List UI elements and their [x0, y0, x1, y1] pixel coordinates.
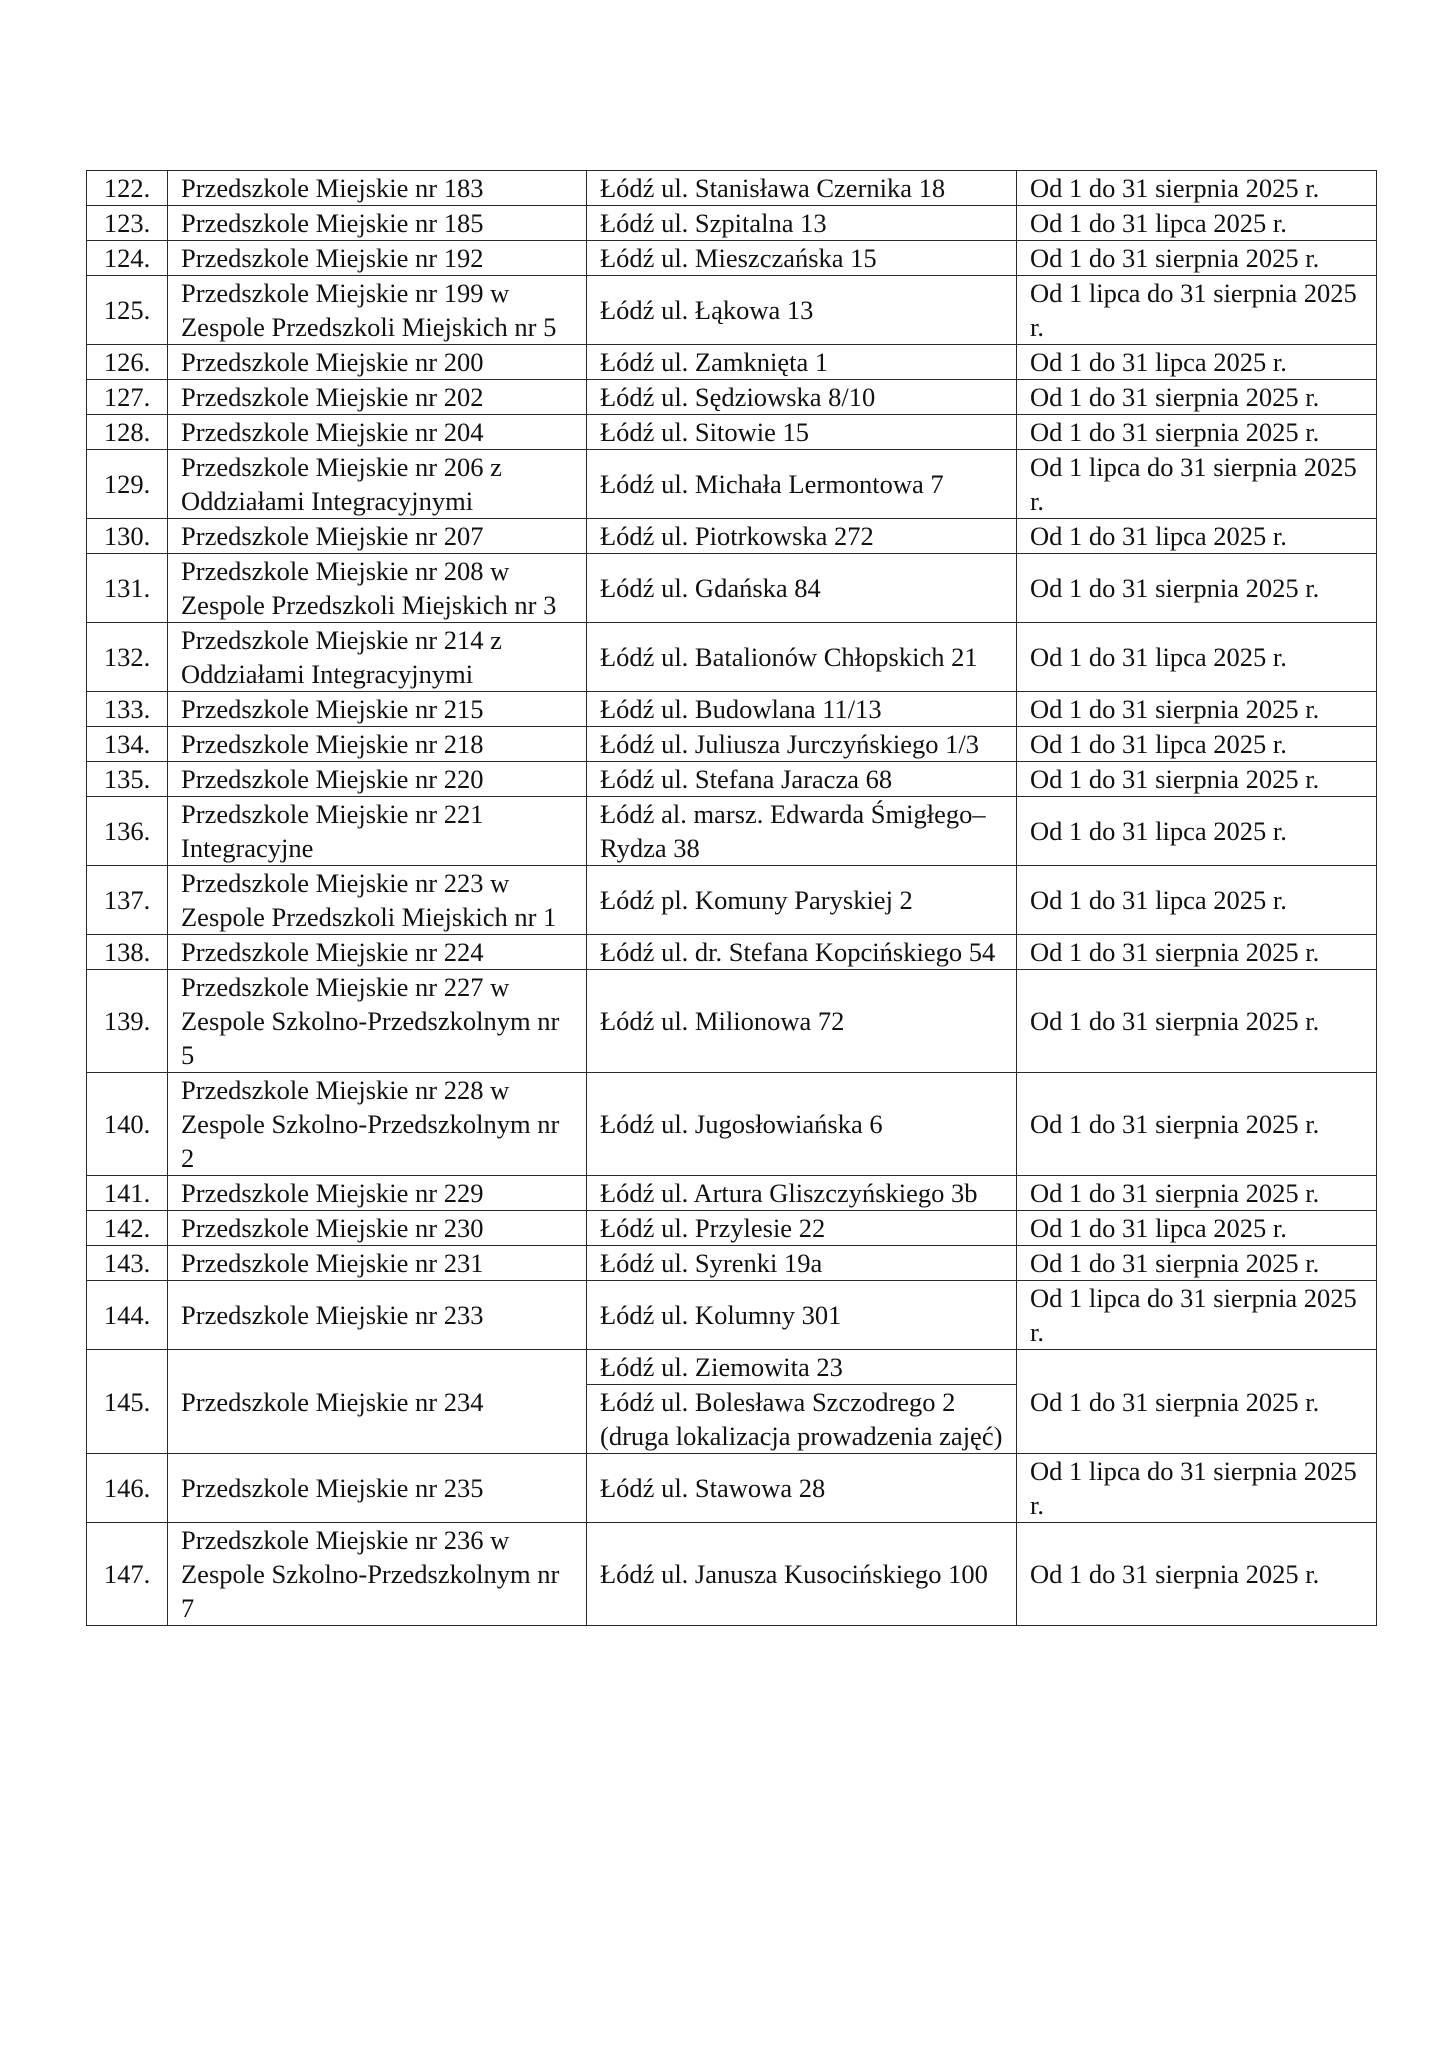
kindergarten-address: Łódź ul. Mieszczańska 15	[587, 241, 1017, 276]
row-number: 140.	[87, 1073, 168, 1176]
kindergarten-name: Przedszkole Miejskie nr 230	[168, 1211, 587, 1246]
kindergarten-address: Łódź ul. Batalionów Chłopskich 21	[587, 623, 1017, 692]
row-number: 124.	[87, 241, 168, 276]
table-body	[87, 171, 1377, 1626]
duty-period: Od 1 lipca do 31 sierpnia 2025 r.	[1017, 1281, 1377, 1350]
kindergarten-name: Przedszkole Miejskie nr 236 w Zespole Szkolno-Przedszkolnym nr 7	[168, 1523, 587, 1626]
duty-period: Od 1 do 31 sierpnia 2025 r.	[1017, 692, 1377, 727]
kindergarten-address: Łódź ul. Piotrkowska 272	[587, 519, 1017, 554]
kindergarten-name: Przedszkole Miejskie nr 208 w Zespole Przedszkoli Miejskich nr 3	[168, 554, 587, 623]
kindergarten-address: Łódź ul. Ziemowita 23	[587, 1350, 1017, 1385]
kindergarten-name: Przedszkole Miejskie nr 229	[168, 1176, 587, 1211]
table-row	[87, 727, 1377, 762]
kindergarten-name: Przedszkole Miejskie nr 192	[168, 241, 587, 276]
duty-period: Od 1 do 31 sierpnia 2025 r.	[1017, 935, 1377, 970]
kindergarten-name: Przedszkole Miejskie nr 221 Integracyjne	[168, 797, 587, 866]
kindergarten-address: Łódź ul. Gdańska 84	[587, 554, 1017, 623]
table-row	[87, 241, 1377, 276]
duty-period: Od 1 do 31 sierpnia 2025 r.	[1017, 970, 1377, 1073]
duty-period: Od 1 do 31 sierpnia 2025 r.	[1017, 1523, 1377, 1626]
table-row	[87, 171, 1377, 206]
kindergarten-address: Łódź ul. Łąkowa 13	[587, 276, 1017, 345]
kindergarten-name: Przedszkole Miejskie nr 235	[168, 1454, 587, 1523]
kindergarten-address: Łódź ul. Artura Gliszczyńskiego 3b	[587, 1176, 1017, 1211]
table-row	[87, 866, 1377, 935]
kindergarten-name: Przedszkole Miejskie nr 220	[168, 762, 587, 797]
row-number: 143.	[87, 1246, 168, 1281]
duty-period: Od 1 do 31 sierpnia 2025 r.	[1017, 171, 1377, 206]
kindergarten-address: Łódź ul. Zamknięta 1	[587, 345, 1017, 380]
kindergarten-address: Łódź ul. Milionowa 72	[587, 970, 1017, 1073]
table-row	[87, 935, 1377, 970]
kindergarten-address: Łódź ul. Bolesława Szczodrego 2 (druga lokalizacja prowadzenia zajęć)	[587, 1385, 1017, 1454]
kindergarten-name: Przedszkole Miejskie nr 215	[168, 692, 587, 727]
row-number: 127.	[87, 380, 168, 415]
row-number: 134.	[87, 727, 168, 762]
duty-period: Od 1 do 31 sierpnia 2025 r.	[1017, 415, 1377, 450]
table-row	[87, 519, 1377, 554]
kindergarten-address: Łódź ul. dr. Stefana Kopcińskiego 54	[587, 935, 1017, 970]
kindergarten-address: Łódź ul. Michała Lermontowa 7	[587, 450, 1017, 519]
kindergarten-address: Łódź ul. Jugosłowiańska 6	[587, 1073, 1017, 1176]
duty-period: Od 1 do 31 sierpnia 2025 r.	[1017, 1350, 1377, 1454]
table-row	[87, 1176, 1377, 1211]
duty-period: Od 1 do 31 sierpnia 2025 r.	[1017, 1176, 1377, 1211]
row-number: 142.	[87, 1211, 168, 1246]
duty-period: Od 1 do 31 sierpnia 2025 r.	[1017, 1246, 1377, 1281]
kindergarten-address: Łódź ul. Stanisława Czernika 18	[587, 171, 1017, 206]
duty-period: Od 1 do 31 sierpnia 2025 r.	[1017, 241, 1377, 276]
kindergarten-name: Przedszkole Miejskie nr 199 w Zespole Przedszkoli Miejskich nr 5	[168, 276, 587, 345]
row-number: 145.	[87, 1350, 168, 1454]
table-row	[87, 1523, 1377, 1626]
kindergarten-name: Przedszkole Miejskie nr 207	[168, 519, 587, 554]
table-row	[87, 380, 1377, 415]
duty-period: Od 1 do 31 lipca 2025 r.	[1017, 345, 1377, 380]
duty-period: Od 1 lipca do 31 sierpnia 2025 r.	[1017, 450, 1377, 519]
row-number: 128.	[87, 415, 168, 450]
kindergarten-address: Łódź ul. Stawowa 28	[587, 1454, 1017, 1523]
table-row	[87, 1454, 1377, 1523]
table-row	[87, 623, 1377, 692]
kindergarten-name: Przedszkole Miejskie nr 183	[168, 171, 587, 206]
table-row	[87, 1350, 1377, 1385]
row-number: 132.	[87, 623, 168, 692]
duty-period: Od 1 do 31 sierpnia 2025 r.	[1017, 1073, 1377, 1176]
kindergarten-name: Przedszkole Miejskie nr 204	[168, 415, 587, 450]
table-row	[87, 206, 1377, 241]
row-number: 133.	[87, 692, 168, 727]
duty-period: Od 1 do 31 sierpnia 2025 r.	[1017, 554, 1377, 623]
duty-period: Od 1 do 31 lipca 2025 r.	[1017, 727, 1377, 762]
kindergarten-address: Łódź al. marsz. Edwarda Śmigłego–Rydza 38	[587, 797, 1017, 866]
kindergarten-name: Przedszkole Miejskie nr 223 w Zespole Przedszkoli Miejskich nr 1	[168, 866, 587, 935]
table-row	[87, 1281, 1377, 1350]
kindergarten-name: Przedszkole Miejskie nr 227 w Zespole Szkolno-Przedszkolnym nr 5	[168, 970, 587, 1073]
table-row	[87, 762, 1377, 797]
kindergarten-address: Łódź ul. Szpitalna 13	[587, 206, 1017, 241]
kindergarten-name: Przedszkole Miejskie nr 224	[168, 935, 587, 970]
duty-period: Od 1 lipca do 31 sierpnia 2025 r.	[1017, 276, 1377, 345]
kindergarten-address: Łódź ul. Sitowie 15	[587, 415, 1017, 450]
kindergarten-name: Przedszkole Miejskie nr 206 z Oddziałami Integracyjnymi	[168, 450, 587, 519]
kindergarten-name: Przedszkole Miejskie nr 233	[168, 1281, 587, 1350]
duty-period: Od 1 do 31 lipca 2025 r.	[1017, 206, 1377, 241]
duty-period: Od 1 do 31 lipca 2025 r.	[1017, 866, 1377, 935]
table-row	[87, 970, 1377, 1073]
kindergarten-address: Łódź ul. Kolumny 301	[587, 1281, 1017, 1350]
row-number: 135.	[87, 762, 168, 797]
table-row	[87, 1211, 1377, 1246]
kindergarten-address: Łódź ul. Stefana Jaracza 68	[587, 762, 1017, 797]
kindergarten-address: Łódź ul. Sędziowska 8/10	[587, 380, 1017, 415]
kindergarten-name: Przedszkole Miejskie nr 228 w Zespole Szkolno-Przedszkolnym nr 2	[168, 1073, 587, 1176]
kindergarten-table	[86, 170, 1377, 1626]
kindergarten-address: Łódź pl. Komuny Paryskiej 2	[587, 866, 1017, 935]
row-number: 144.	[87, 1281, 168, 1350]
kindergarten-name: Przedszkole Miejskie nr 185	[168, 206, 587, 241]
kindergarten-name: Przedszkole Miejskie nr 202	[168, 380, 587, 415]
table-row	[87, 415, 1377, 450]
row-number: 129.	[87, 450, 168, 519]
row-number: 146.	[87, 1454, 168, 1523]
row-number: 136.	[87, 797, 168, 866]
duty-period: Od 1 do 31 lipca 2025 r.	[1017, 797, 1377, 866]
kindergarten-address: Łódź ul. Janusza Kusocińskiego 100	[587, 1523, 1017, 1626]
row-number: 126.	[87, 345, 168, 380]
row-number: 147.	[87, 1523, 168, 1626]
duty-period: Od 1 do 31 sierpnia 2025 r.	[1017, 762, 1377, 797]
table-row	[87, 797, 1377, 866]
row-number: 137.	[87, 866, 168, 935]
kindergarten-address: Łódź ul. Budowlana 11/13	[587, 692, 1017, 727]
kindergarten-name: Przedszkole Miejskie nr 214 z Oddziałami Integracyjnymi	[168, 623, 587, 692]
duty-period: Od 1 do 31 lipca 2025 r.	[1017, 623, 1377, 692]
table-row	[87, 692, 1377, 727]
table-row	[87, 276, 1377, 345]
table-row	[87, 1246, 1377, 1281]
row-number: 130.	[87, 519, 168, 554]
row-number: 122.	[87, 171, 168, 206]
kindergarten-address: Łódź ul. Syrenki 19a	[587, 1246, 1017, 1281]
table-row	[87, 554, 1377, 623]
duty-period: Od 1 lipca do 31 sierpnia 2025 r.	[1017, 1454, 1377, 1523]
row-number: 131.	[87, 554, 168, 623]
table-row	[87, 345, 1377, 380]
kindergarten-name: Przedszkole Miejskie nr 200	[168, 345, 587, 380]
duty-period: Od 1 do 31 lipca 2025 r.	[1017, 1211, 1377, 1246]
duty-period: Od 1 do 31 sierpnia 2025 r.	[1017, 380, 1377, 415]
row-number: 141.	[87, 1176, 168, 1211]
kindergarten-address: Łódź ul. Przylesie 22	[587, 1211, 1017, 1246]
kindergarten-name: Przedszkole Miejskie nr 234	[168, 1350, 587, 1454]
row-number: 125.	[87, 276, 168, 345]
table-row	[87, 450, 1377, 519]
row-number: 123.	[87, 206, 168, 241]
kindergarten-name: Przedszkole Miejskie nr 218	[168, 727, 587, 762]
kindergarten-name: Przedszkole Miejskie nr 231	[168, 1246, 587, 1281]
duty-period: Od 1 do 31 lipca 2025 r.	[1017, 519, 1377, 554]
table-row	[87, 1073, 1377, 1176]
row-number: 139.	[87, 970, 168, 1073]
row-number: 138.	[87, 935, 168, 970]
kindergarten-address: Łódź ul. Juliusza Jurczyńskiego 1/3	[587, 727, 1017, 762]
